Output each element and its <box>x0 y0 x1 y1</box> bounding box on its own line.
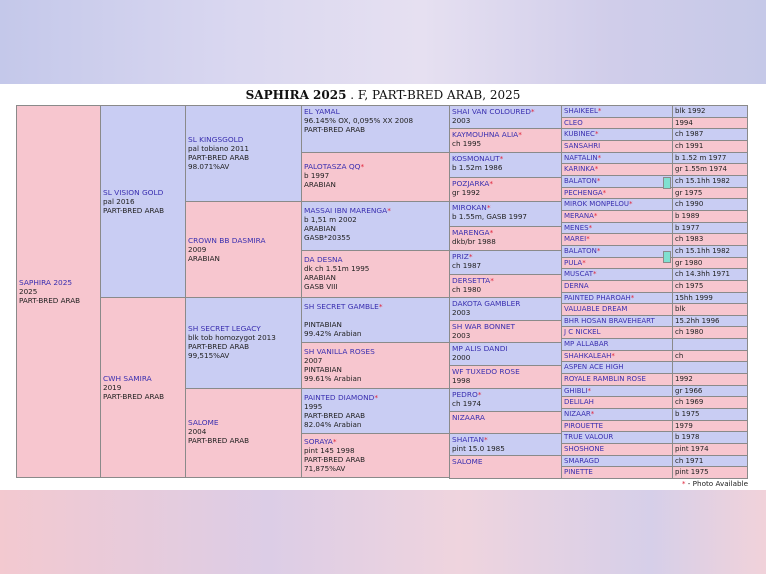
gen4-name: POZJARKA* <box>452 179 494 188</box>
sire-dam-line-2: ARABIAN <box>188 254 220 263</box>
dam-line-1: 2019 <box>103 383 122 392</box>
gen5-name[interactable]: SHOSHONE <box>564 445 605 453</box>
gen4-cell: DERSETTA* ch 1980 <box>449 274 562 298</box>
dam-dam-name[interactable]: SALOME <box>188 418 219 427</box>
gen5-name[interactable]: NIZAAR <box>564 410 591 418</box>
dam-sire-line-2: PART-BRED ARAB <box>188 342 250 351</box>
sire-line-2: PART-BRED ARAB <box>103 206 165 215</box>
photo-available-note: * - Photo Available <box>681 479 748 488</box>
title-details: . F, PART-BRED ARAB, 2025 <box>346 88 521 102</box>
dam-cell <box>100 297 186 478</box>
gen5-info: blk 1992 <box>675 107 706 115</box>
gen3-name: MASSAI IBN MARENGA* <box>304 206 391 215</box>
gen4-cell: MARENGA* dkb/br 1988 <box>449 226 562 251</box>
gen5-name-cell: BALATON* <box>561 245 673 258</box>
gen5-info: ch 1991 <box>675 142 704 150</box>
gen5-name-cell: MAREI* <box>561 233 673 246</box>
gen5-info: ch 1983 <box>675 235 704 243</box>
gen5-name-cell: MUSCAT* <box>561 268 673 281</box>
gen5-info: ch 15.1hh 1982 <box>675 177 731 185</box>
gen5-info: ch 1971 <box>675 457 704 465</box>
gen5-info: ch 1990 <box>675 200 704 208</box>
sire-name[interactable]: SL VISION GOLD <box>103 188 164 197</box>
gen5-name[interactable]: PINETTE <box>564 468 593 476</box>
gen5-name-cell: SHAHKALEAH* <box>561 350 673 362</box>
gen5-name[interactable]: CLEO <box>564 119 583 127</box>
gen5-info-cell <box>672 466 748 479</box>
gen5-info: b 1.52 m 1977 <box>675 154 727 162</box>
gen5-name[interactable]: ASPEN ACE HIGH <box>564 363 624 371</box>
highlight-marker <box>663 251 671 263</box>
gen4-name: PRIZ* <box>452 252 473 261</box>
sire-line-1: pal 2016 <box>103 197 135 206</box>
gen4-name: KOSMONAUT* <box>452 154 504 163</box>
gen3-cell: PALOTASZA QQ* b 1997 ARABIAN <box>301 152 450 202</box>
gen5-name-cell: GHIBLI* <box>561 385 673 397</box>
gen4-cell: SHAITAN* pint 15.0 1985 <box>449 433 562 456</box>
dam-name[interactable]: CWH SAMIRA <box>103 374 152 383</box>
gen5-info: 1994 <box>675 119 693 127</box>
dam-line-2: PART-BRED ARAB <box>103 392 165 401</box>
sire-dam-name[interactable]: CROWN BB DASMIRA <box>188 236 266 245</box>
gen5-name[interactable]: GHIBLI <box>564 387 588 395</box>
gen4-name: DERSETTA* <box>452 276 494 285</box>
gen3-cell: EL YAMAL 96.145% OX, 0,095% XX 2008 PART-BRED ARAB <box>301 105 450 153</box>
sire-sire-cell <box>185 105 302 202</box>
gen4-cell: POZJARKA* gr 1992 <box>449 177 562 202</box>
gen5-name[interactable]: TRUE VALOUR <box>564 433 614 441</box>
gen5-info: ch 1969 <box>675 398 704 406</box>
gen5-name[interactable]: J C NICKEL <box>564 328 601 336</box>
gen3-cell: MASSAI IBN MARENGA* b 1,51 m 2002 ARABIAN GASB*20355 <box>301 201 450 251</box>
gen4-cell <box>449 411 562 434</box>
gen4-cell: DAKOTA GAMBLER 2003 <box>449 297 562 321</box>
gen5-name-cell: PECHENGA* <box>561 187 673 199</box>
gen5-name[interactable]: SHAIKEEL <box>564 107 598 115</box>
sire-sire-line-3: 98.071%AV <box>188 162 230 171</box>
dam-dam-line-1: 2004 <box>188 427 207 436</box>
gen4-cell: PEDRO* ch 1974 <box>449 388 562 412</box>
gen4-cell: SH WAR BONNET 2003 <box>449 320 562 343</box>
gen5-info: b 1975 <box>675 410 700 418</box>
gen5-name-cell: KUBINEC* <box>561 128 673 141</box>
gen3-name: SH VANILLA ROSES <box>304 347 375 356</box>
gen4-cell: MIROKAN* b 1.55m, GASB 1997 <box>449 201 562 227</box>
gen5-name[interactable]: MAREI <box>564 235 587 243</box>
gen4-name: MARENGA* <box>452 228 494 237</box>
gen4-name: PEDRO* <box>452 390 482 399</box>
gen3-name: SH SECRET GAMBLE* <box>304 302 383 311</box>
sire-cell <box>100 105 186 298</box>
gen4-cell: KOSMONAUT* b 1.52m 1986 <box>449 152 562 178</box>
gen5-info: 15.2hh 1996 <box>675 317 720 325</box>
gen3-name: DA DESNA <box>304 255 343 264</box>
gen4-cell: MP ALIS DANDI 2000 <box>449 342 562 366</box>
gen5-name[interactable]: BHR HOSAN BRAVEHEART <box>564 317 655 325</box>
gen5-name-cell: MERANA* <box>561 210 673 223</box>
gen5-name-cell: MENES* <box>561 222 673 234</box>
gen5-name-cell <box>561 466 673 479</box>
dam-sire-cell <box>185 297 302 389</box>
gen4-name: NIZAARA <box>452 413 485 422</box>
gen5-name[interactable]: PIROUETTE <box>564 422 604 430</box>
gen4-cell: KAYMOUHNA ALIA* ch 1995 <box>449 128 562 153</box>
sire-dam-cell <box>185 201 302 298</box>
subject-cell <box>16 105 101 478</box>
highlight-marker <box>663 177 671 189</box>
title-horse-name: SAPHIRA 2025 <box>245 88 347 102</box>
gen5-name[interactable]: PAINTED PHAROAH <box>564 294 631 302</box>
gen5-info: ch 15.1hh 1982 <box>675 247 731 255</box>
gen5-name-cell: PULA* <box>561 257 673 269</box>
dam-sire-line-3: 99,515%AV <box>188 351 230 360</box>
gen4-cell: SHAI VAN COLOURED* 2003 <box>449 105 562 129</box>
gen5-info: b 1989 <box>675 212 700 220</box>
sire-dam-line-1: 2009 <box>188 245 207 254</box>
gen5-info: 15hh 1999 <box>675 294 713 302</box>
pedigree-sheet <box>0 84 766 490</box>
gen4-cell <box>449 455 562 479</box>
gen3-name: PAINTED DIAMOND* <box>304 393 379 402</box>
gen5-name[interactable]: BALATON <box>564 177 597 185</box>
gen4-name: SHAI VAN COLOURED* <box>452 107 535 116</box>
gen5-name[interactable]: NAFTALIN <box>564 154 598 162</box>
gen5-name[interactable]: PECHENGA <box>564 189 603 197</box>
gen4-name: MP ALIS DANDI <box>452 344 508 353</box>
gen4-name: SH WAR BONNET <box>452 322 516 331</box>
gen5-info: gr 1966 <box>675 387 703 395</box>
gen5-name[interactable]: MUSCAT <box>564 270 594 278</box>
gen5-name-cell: SHAIKEEL* <box>561 105 673 118</box>
gen5-info: b 1978 <box>675 433 700 441</box>
dam-sire-line-1: blk tob homozygot 2013 <box>188 333 276 342</box>
gen4-name: SHAITAN* <box>452 435 488 444</box>
gen5-name[interactable]: MENES <box>564 224 589 232</box>
gen5-info: 1992 <box>675 375 693 383</box>
gen5-name[interactable]: VALUABLE DREAM <box>564 305 628 313</box>
gen5-info: ch 1980 <box>675 328 704 336</box>
gen4-cell: PRIZ* ch 1987 <box>449 250 562 275</box>
gen3-cell: PAINTED DIAMOND* 1995 PART-BRED ARAB 82.04% Arabian <box>301 388 450 434</box>
gen5-name-cell: BALATON* <box>561 175 673 188</box>
dam-dam-line-2: PART-BRED ARAB <box>188 436 250 445</box>
gen5-info: gr 1.55m 1974 <box>675 165 727 173</box>
gen5-name[interactable]: SANSAHRI <box>564 142 601 150</box>
gen5-name[interactable]: DELILAH <box>564 398 594 406</box>
gen5-name[interactable]: MERANA <box>564 212 594 220</box>
gen5-info: gr 1980 <box>675 259 703 267</box>
gen5-name[interactable]: PULA <box>564 259 583 267</box>
subject-year: 2025 <box>19 287 38 296</box>
subject-breed: PART-BRED ARAB <box>19 296 81 305</box>
sire-sire-line-1: pal tobiano 2011 <box>188 144 249 153</box>
gen5-name-cell: NAFTALIN* <box>561 152 673 164</box>
sire-sire-name[interactable]: SL KINGSGOLD <box>188 135 244 144</box>
gen5-name[interactable]: MP ALLABAR <box>564 340 609 348</box>
gen5-name[interactable]: MIROK MONPELOU <box>564 200 630 208</box>
gen5-info: pint 1974 <box>675 445 709 453</box>
gen3-name: EL YAMAL <box>304 107 340 116</box>
dam-sire-name[interactable]: SH SECRET LEGACY <box>188 324 261 333</box>
gen4-name: KAYMOUHNA ALIA* <box>452 130 522 139</box>
gen5-info: ch 1975 <box>675 282 704 290</box>
gen5-name[interactable]: ROYALE RAMBLIN ROSE <box>564 375 646 383</box>
gen5-info: ch <box>675 352 684 360</box>
gen5-name-cell: NIZAAR* <box>561 408 673 421</box>
gen5-info: b 1977 <box>675 224 700 232</box>
gen5-name[interactable]: SHAHKALEAH <box>564 352 612 360</box>
gen3-cell: SH VANILLA ROSES 2007 PINTABIAN 99.61% Arabian <box>301 342 450 389</box>
sire-sire-line-2: PART-BRED ARAB <box>188 153 250 162</box>
gen5-name[interactable]: BALATON <box>564 247 597 255</box>
gen3-name: PALOTASZA QQ* <box>304 162 365 171</box>
gen5-name[interactable]: KARINKA <box>564 165 595 173</box>
blurred-background-bottom <box>0 490 766 574</box>
gen5-info: ch 1987 <box>675 130 704 138</box>
gen4-name: DAKOTA GAMBLER <box>452 299 521 308</box>
gen5-name[interactable]: DERNA <box>564 282 589 290</box>
gen4-name: MIROKAN* <box>452 203 491 212</box>
gen3-name: SORAYA* <box>304 437 337 446</box>
subject-name[interactable]: SAPHIRA 2025 <box>19 278 73 287</box>
gen5-name[interactable]: KUBINEC <box>564 130 595 138</box>
gen5-info: pint 1975 <box>675 468 709 476</box>
gen5-info: ch 14.3hh 1971 <box>675 270 731 278</box>
gen5-info: gr 1975 <box>675 189 703 197</box>
gen4-cell: WF TUXEDO ROSE 1998 <box>449 365 562 389</box>
gen4-name: SALOME <box>452 457 483 466</box>
gen5-info: blk <box>675 305 686 313</box>
gen5-name[interactable]: SMARAGD <box>564 457 600 465</box>
blurred-background-top <box>0 0 766 84</box>
gen3-cell: DA DESNA dk ch 1.51m 1995 ARABIAN GASB VIII <box>301 250 450 298</box>
dam-dam-cell <box>185 388 302 478</box>
gen3-cell: SORAYA* pint 145 1998 PART-BRED ARAB 71,875%AV <box>301 433 450 478</box>
gen3-cell: SH SECRET GAMBLE* PINTABIAN 99.42% Arabian <box>301 297 450 343</box>
gen5-name-cell: KARINKA* <box>561 163 673 176</box>
gen5-info: 1979 <box>675 422 693 430</box>
gen4-name: WF TUXEDO ROSE <box>452 367 520 376</box>
gen5-name-cell: MIROK MONPELOU* <box>561 198 673 211</box>
gen5-name-cell: PAINTED PHAROAH* <box>561 292 673 304</box>
page-title <box>0 88 766 102</box>
